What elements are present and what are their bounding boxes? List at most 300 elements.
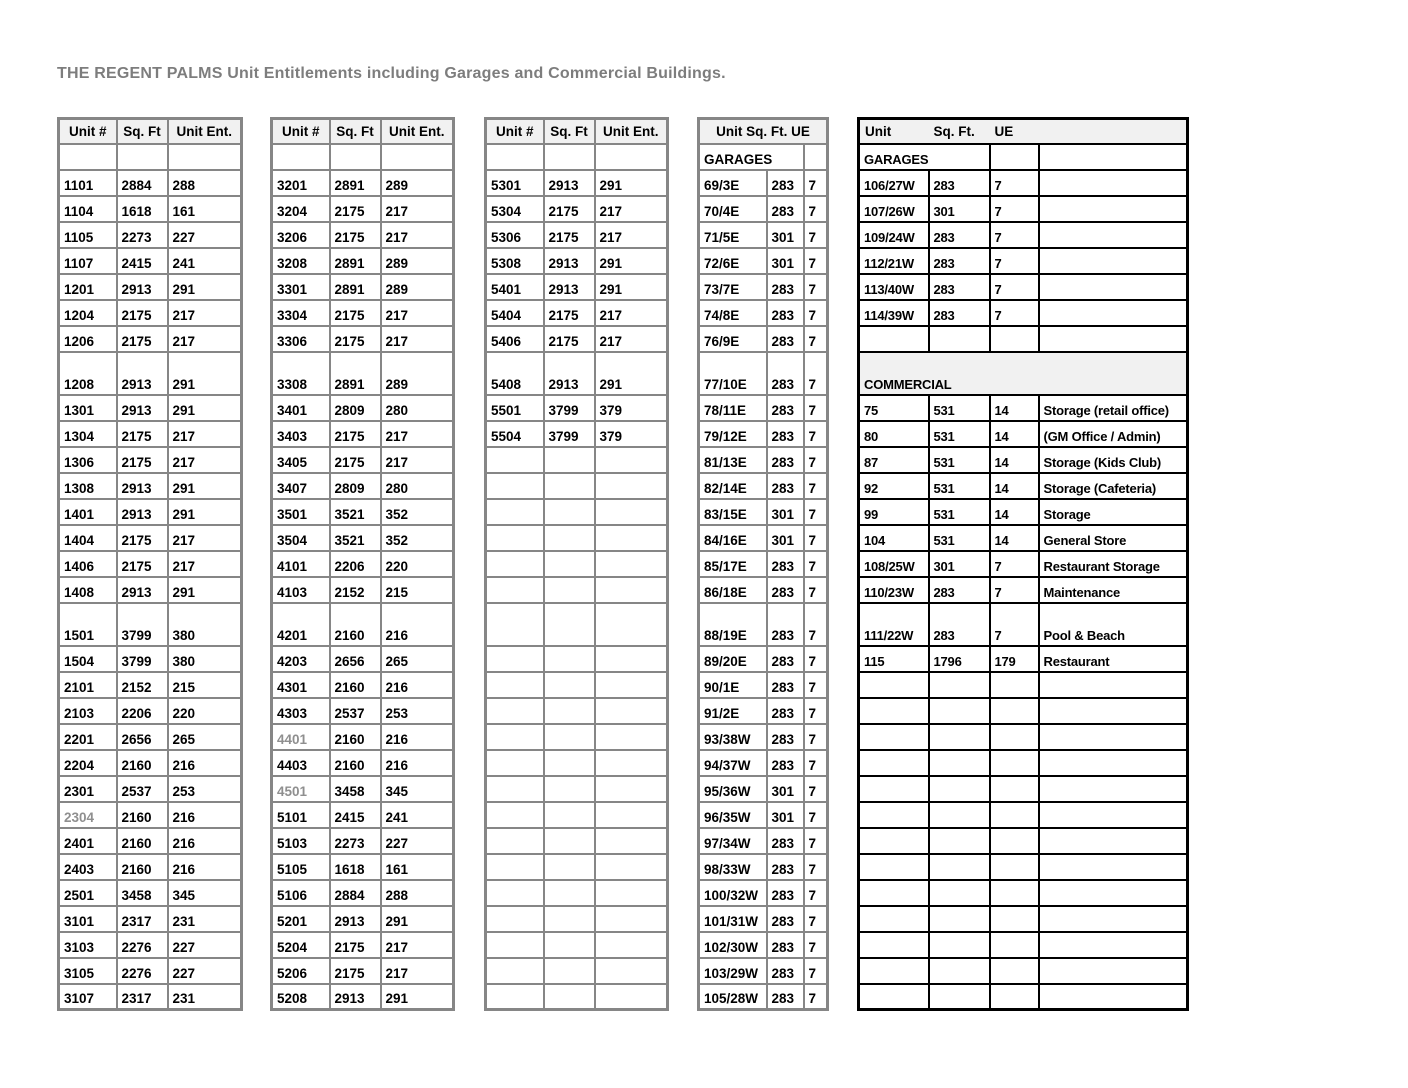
table-row: [486, 274, 668, 300]
table-row: [486, 958, 668, 984]
table-cell: 283: [929, 222, 990, 248]
table-row: [859, 802, 1188, 828]
empty-cell: [929, 750, 990, 776]
table-cell: 5501: [486, 395, 544, 421]
table-cell: Storage: [1039, 499, 1188, 525]
table-cell: GARAGES: [859, 144, 990, 170]
table-cell: 2537: [117, 776, 168, 802]
empty-cell: [544, 880, 595, 906]
empty-cell: [1039, 724, 1188, 750]
table-cell: 179: [990, 646, 1039, 672]
table-row: [859, 724, 1188, 750]
table-cell: 345: [381, 776, 454, 802]
table-cell: 3504: [272, 525, 330, 551]
table-cell: 280: [381, 473, 454, 499]
table-cell: 161: [381, 854, 454, 880]
table-cell: 7: [804, 646, 828, 672]
table-cell: 283: [767, 473, 804, 499]
table-row: [59, 395, 242, 421]
table-cell: 102/30W: [699, 932, 767, 958]
table-row: [272, 395, 454, 421]
table-cell: 2884: [117, 170, 168, 196]
table-row: [486, 776, 668, 802]
table-cell: 531: [929, 395, 990, 421]
table-cell: 217: [381, 958, 454, 984]
table-row: [486, 300, 668, 326]
table-cell: 5304: [486, 196, 544, 222]
table-cell: 531: [929, 499, 990, 525]
empty-cell: [990, 672, 1039, 698]
empty-cell: [595, 551, 668, 577]
table-cell: 1204: [59, 300, 117, 326]
table-row: [486, 525, 668, 551]
table-row: [486, 170, 668, 196]
table-cell: 7: [804, 932, 828, 958]
table-cell: 5106: [272, 880, 330, 906]
table-row: [859, 958, 1188, 984]
table-cell: 3407: [272, 473, 330, 499]
table-row: [486, 750, 668, 776]
table-cell: 283: [767, 672, 804, 698]
table-cell: 5404: [486, 300, 544, 326]
table-cell: 291: [168, 577, 242, 603]
table-cell: 112/21W: [859, 248, 929, 274]
table-cell: 291: [595, 352, 668, 395]
empty-cell: [990, 854, 1039, 880]
table-cell: 283: [767, 326, 804, 352]
table-cell: 283: [767, 984, 804, 1010]
empty-cell: [859, 932, 929, 958]
empty-cell: [859, 828, 929, 854]
empty-cell: [486, 802, 544, 828]
table-row: [859, 395, 1188, 421]
table-cell: 216: [168, 854, 242, 880]
table-cell: 5306: [486, 222, 544, 248]
table-cell: 5504: [486, 421, 544, 447]
table-cell: 97/34W: [699, 828, 767, 854]
table-cell: 3208: [272, 248, 330, 274]
empty-cell: [595, 672, 668, 698]
table-row: [59, 698, 242, 724]
empty-cell: [544, 525, 595, 551]
table-row: [486, 603, 668, 646]
table-cell: 2891: [330, 352, 381, 395]
table-cell: 7: [804, 958, 828, 984]
column-header: UE: [990, 119, 1188, 144]
table-row: [699, 525, 828, 551]
empty-cell: [486, 499, 544, 525]
column-header: Unit #: [59, 119, 117, 144]
table-row: [59, 984, 242, 1010]
empty-cell: [595, 776, 668, 802]
table-cell: 3799: [544, 395, 595, 421]
table-cell: 5103: [272, 828, 330, 854]
table-cell: 7: [804, 525, 828, 551]
table-cell: 14: [990, 525, 1039, 551]
table-cell: 5406: [486, 326, 544, 352]
table-row: [272, 932, 454, 958]
table-cell: 7: [804, 248, 828, 274]
table-cell: 2656: [330, 646, 381, 672]
table-row: [859, 672, 1188, 698]
table-cell: 2301: [59, 776, 117, 802]
table-row: [486, 802, 668, 828]
table-cell: 531: [929, 421, 990, 447]
table-row: [272, 447, 454, 473]
empty-cell: [595, 906, 668, 932]
garage-commercial-table: [857, 117, 1189, 1011]
table-row: [59, 447, 242, 473]
table-cell: 1406: [59, 551, 117, 577]
table-cell: 89/20E: [699, 646, 767, 672]
table-row: [859, 421, 1188, 447]
table-cell: 301: [767, 776, 804, 802]
table-cell: 7: [804, 170, 828, 196]
table-row: [272, 170, 454, 196]
table-row: [486, 880, 668, 906]
table-cell: 7: [804, 603, 828, 646]
table-row: [272, 828, 454, 854]
section-row-garages: [859, 144, 1188, 170]
table-row: [486, 248, 668, 274]
table-cell: 79/12E: [699, 421, 767, 447]
table-cell: 217: [168, 421, 242, 447]
empty-cell: [929, 958, 990, 984]
empty-cell: [990, 698, 1039, 724]
table-cell: 288: [168, 170, 242, 196]
table-cell: 2175: [117, 326, 168, 352]
table-cell: 2401: [59, 828, 117, 854]
empty-cell: [859, 880, 929, 906]
table-row: [59, 854, 242, 880]
table-cell: 3521: [330, 499, 381, 525]
table-cell: 108/25W: [859, 551, 929, 577]
table-cell: 92: [859, 473, 929, 499]
table-cell: 231: [168, 984, 242, 1010]
table-cell: 5204: [272, 932, 330, 958]
table-cell: 1301: [59, 395, 117, 421]
table-cell: 216: [168, 802, 242, 828]
table-row: [699, 802, 828, 828]
empty-cell: [990, 906, 1039, 932]
table-cell: 7: [804, 300, 828, 326]
table-cell: 5301: [486, 170, 544, 196]
table-cell: Storage (retail office): [1039, 395, 1188, 421]
table-cell: 109/24W: [859, 222, 929, 248]
table-cell: 113/40W: [859, 274, 929, 300]
table-header-row: [699, 119, 828, 144]
table-cell: 1304: [59, 421, 117, 447]
empty-cell: [486, 551, 544, 577]
empty-cell: [486, 672, 544, 698]
table-cell: 291: [381, 984, 454, 1010]
empty-cell: [381, 144, 454, 170]
table-header-row: [59, 119, 242, 144]
table-cell: 216: [168, 828, 242, 854]
empty-cell: [1039, 196, 1188, 222]
table-cell: 283: [767, 603, 804, 646]
table-cell: 81/13E: [699, 447, 767, 473]
table-cell: 93/38W: [699, 724, 767, 750]
table-cell: Storage (Kids Club): [1039, 447, 1188, 473]
table-cell: 7: [804, 672, 828, 698]
table-cell: Pool & Beach: [1039, 603, 1188, 646]
table-cell: 2891: [330, 248, 381, 274]
table-cell: 2913: [544, 248, 595, 274]
table-row: [859, 170, 1188, 196]
table-row: [272, 646, 454, 672]
column-header: Unit Ent.: [595, 119, 668, 144]
empty-cell: [544, 750, 595, 776]
table-row: [59, 248, 242, 274]
table-cell: 283: [767, 170, 804, 196]
table-cell: 7: [990, 603, 1039, 646]
table-cell: 7: [804, 274, 828, 300]
empty-cell: [859, 724, 929, 750]
table-cell: 2204: [59, 750, 117, 776]
table-cell: 283: [767, 551, 804, 577]
table-cell: 105/28W: [699, 984, 767, 1010]
empty-cell: [544, 906, 595, 932]
table-cell: 283: [767, 646, 804, 672]
column-header: Sq. Ft: [544, 119, 595, 144]
table-cell: 352: [381, 499, 454, 525]
empty-cell: [544, 499, 595, 525]
table-row: [59, 577, 242, 603]
table-cell: 5201: [272, 906, 330, 932]
table-row: [272, 421, 454, 447]
table-cell: 87: [859, 447, 929, 473]
unit-table-3: [484, 117, 669, 1011]
table-cell: 14: [990, 473, 1039, 499]
table-cell: 283: [929, 170, 990, 196]
table-cell: 217: [168, 525, 242, 551]
table-row: [699, 499, 828, 525]
table-cell: 1404: [59, 525, 117, 551]
table-row: [699, 300, 828, 326]
table-cell: COMMERCIAL: [859, 352, 1188, 395]
table-cell: 104: [859, 525, 929, 551]
table-cell: Storage (Cafeteria): [1039, 473, 1188, 499]
table-cell: 283: [767, 300, 804, 326]
empty-cell: [595, 750, 668, 776]
empty-cell: [1039, 958, 1188, 984]
empty-cell: [1039, 854, 1188, 880]
table-row: [859, 300, 1188, 326]
table-cell: 283: [929, 577, 990, 603]
table-cell: 1107: [59, 248, 117, 274]
table-cell: 5208: [272, 984, 330, 1010]
table-row: [272, 300, 454, 326]
table-row: [859, 932, 1188, 958]
table-cell: 2160: [330, 724, 381, 750]
table-cell: 2317: [117, 984, 168, 1010]
empty-cell: [486, 932, 544, 958]
table-cell: 2152: [330, 577, 381, 603]
table-cell: 283: [767, 750, 804, 776]
table-cell: 2160: [117, 854, 168, 880]
table-cell: 4501: [272, 776, 330, 802]
table-row: [486, 473, 668, 499]
table-row: [486, 395, 668, 421]
empty-cell: [595, 603, 668, 646]
table-cell: 2175: [330, 196, 381, 222]
table-row: [272, 473, 454, 499]
table-row: [486, 906, 668, 932]
table-cell: 2913: [117, 352, 168, 395]
empty-cell: [929, 698, 990, 724]
table-cell: 14: [990, 395, 1039, 421]
empty-cell: [486, 603, 544, 646]
table-cell: 216: [381, 724, 454, 750]
empty-cell: [1039, 828, 1188, 854]
table-row: [59, 646, 242, 672]
table-cell: 99: [859, 499, 929, 525]
table-cell: 291: [595, 274, 668, 300]
table-cell: 2913: [544, 170, 595, 196]
empty-cell: [859, 776, 929, 802]
table-cell: 241: [168, 248, 242, 274]
table-cell: 2206: [117, 698, 168, 724]
table-row: [59, 776, 242, 802]
table-cell: 2913: [330, 984, 381, 1010]
table-cell: 301: [767, 499, 804, 525]
table-row: [699, 958, 828, 984]
table-row: [272, 750, 454, 776]
table-cell: 3405: [272, 447, 330, 473]
table-cell: 1401: [59, 499, 117, 525]
table-cell: 215: [381, 577, 454, 603]
table-cell: 217: [595, 326, 668, 352]
table-cell: 1618: [117, 196, 168, 222]
empty-cell: [929, 932, 990, 958]
table-cell: 3799: [117, 646, 168, 672]
table-row: [699, 274, 828, 300]
empty-cell: [929, 802, 990, 828]
table-row: [699, 724, 828, 750]
table-row: [859, 525, 1188, 551]
table-cell: 2160: [330, 750, 381, 776]
table-cell: 2175: [117, 525, 168, 551]
table-row: [859, 499, 1188, 525]
table-row: [59, 525, 242, 551]
table-cell: 14: [990, 447, 1039, 473]
empty-cell: [330, 144, 381, 170]
table-row: [59, 724, 242, 750]
table-cell: 110/23W: [859, 577, 929, 603]
table-row: [859, 776, 1188, 802]
table-cell: 227: [381, 828, 454, 854]
table-row: [272, 144, 454, 170]
empty-cell: [595, 577, 668, 603]
empty-cell: [544, 724, 595, 750]
table-cell: General Store: [1039, 525, 1188, 551]
table-cell: 3799: [117, 603, 168, 646]
empty-cell: [595, 828, 668, 854]
table-row: [272, 222, 454, 248]
empty-cell: [859, 958, 929, 984]
table-row: [486, 672, 668, 698]
table-cell: 107/26W: [859, 196, 929, 222]
table-header-row: [272, 119, 454, 144]
empty-cell: [990, 932, 1039, 958]
table-cell: 1306: [59, 447, 117, 473]
table-cell: 227: [168, 932, 242, 958]
table-row: [859, 880, 1188, 906]
empty-cell: [990, 802, 1039, 828]
table-cell: 4303: [272, 698, 330, 724]
column-header: Unit Ent.: [381, 119, 454, 144]
table-row: [486, 499, 668, 525]
table-cell: 2160: [117, 828, 168, 854]
table-cell: Restaurant Storage: [1039, 551, 1188, 577]
table-row: [859, 854, 1188, 880]
table-cell: 3107: [59, 984, 117, 1010]
table-row: [272, 525, 454, 551]
table-cell: 7: [990, 222, 1039, 248]
empty-cell: [1039, 672, 1188, 698]
section-row-garages: [699, 144, 828, 170]
empty-cell: [544, 776, 595, 802]
empty-cell: [595, 473, 668, 499]
table-row: [272, 499, 454, 525]
empty-cell: [1039, 906, 1188, 932]
table-cell: 1308: [59, 473, 117, 499]
table-cell: 1408: [59, 577, 117, 603]
table-row: [272, 577, 454, 603]
table-cell: 2317: [117, 906, 168, 932]
table-cell: 283: [767, 880, 804, 906]
table-cell: 2304: [59, 802, 117, 828]
empty-cell: [544, 672, 595, 698]
table-cell: 1104: [59, 196, 117, 222]
table-cell: 2913: [117, 577, 168, 603]
garage-table: [697, 117, 829, 1011]
table-row: [859, 473, 1188, 499]
empty-cell: [486, 854, 544, 880]
empty-cell: [544, 854, 595, 880]
table-cell: 345: [168, 880, 242, 906]
empty-cell: [1039, 248, 1188, 274]
table-cell: 100/32W: [699, 880, 767, 906]
table-cell: 217: [381, 326, 454, 352]
table-cell: 3306: [272, 326, 330, 352]
table-row: [59, 144, 242, 170]
empty-cell: [272, 144, 330, 170]
empty-cell: [1039, 698, 1188, 724]
empty-cell: [929, 984, 990, 1010]
unit-table-2: [270, 117, 455, 1011]
table-row: [486, 577, 668, 603]
table-cell: 301: [767, 525, 804, 551]
column-header: Unit #: [272, 119, 330, 144]
table-row: [486, 326, 668, 352]
table-row: [272, 724, 454, 750]
table-row: [859, 326, 1188, 352]
table-cell: 289: [381, 274, 454, 300]
empty-cell: [486, 577, 544, 603]
table-cell: 283: [767, 447, 804, 473]
table-row: [859, 828, 1188, 854]
table-cell: 301: [929, 551, 990, 577]
table-cell: 227: [168, 222, 242, 248]
table-cell: 283: [929, 248, 990, 274]
table-cell: 231: [168, 906, 242, 932]
table-cell: 380: [168, 603, 242, 646]
table-row: [59, 672, 242, 698]
table-cell: 283: [767, 274, 804, 300]
empty-cell: [595, 447, 668, 473]
